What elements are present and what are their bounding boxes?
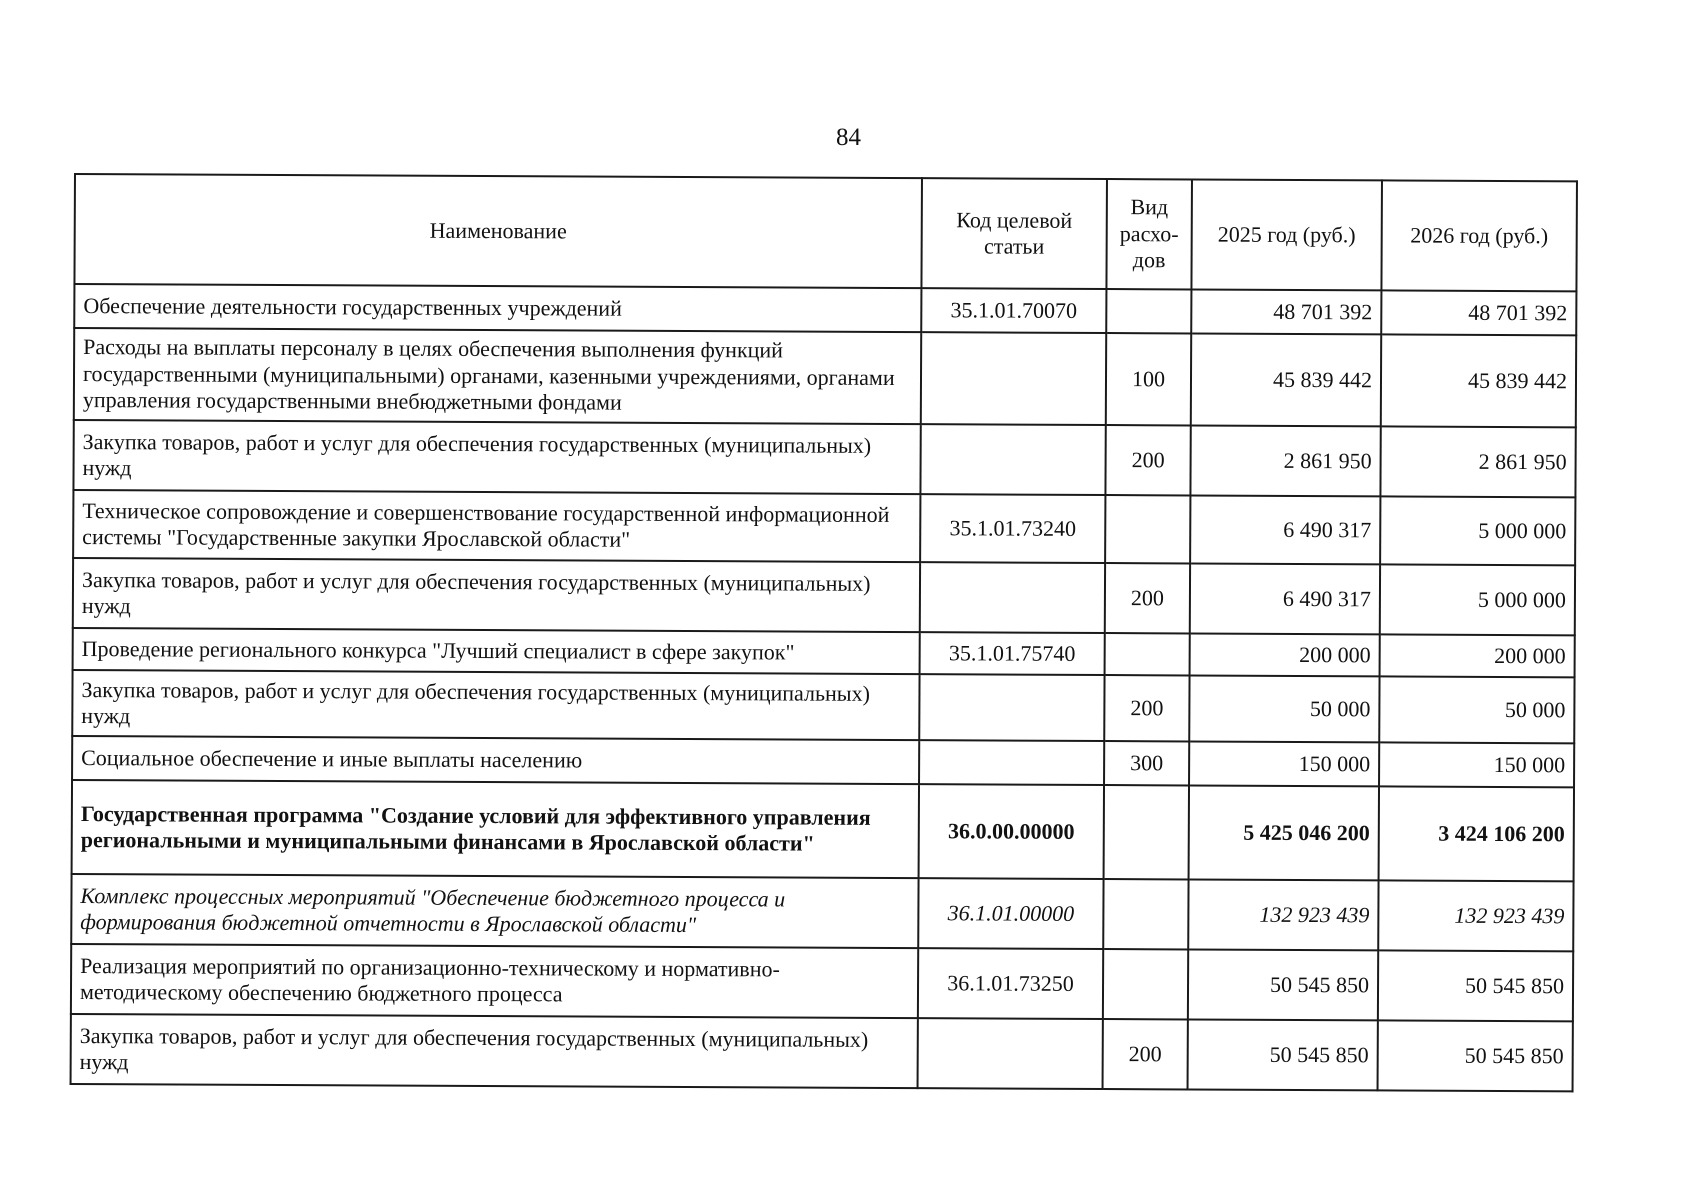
header-2025: 2025 год (руб.) <box>1191 179 1382 290</box>
table-row <box>73 558 1575 635</box>
cell-code <box>918 1018 1103 1089</box>
header-2026: 2026 год (руб.) <box>1381 180 1577 291</box>
cell-2025: 50 545 850 <box>1188 1019 1378 1090</box>
page-number: 84 <box>836 124 861 151</box>
cell-2026: 2 861 950 <box>1380 426 1575 497</box>
cell-2025: 200 000 <box>1190 633 1380 676</box>
cell-vid <box>1105 495 1190 563</box>
cell-name: Обеспечение деятельности государственных учреждений <box>74 284 921 332</box>
cell-2026: 50 545 850 <box>1378 950 1573 1021</box>
cell-2025: 45 839 442 <box>1191 333 1381 426</box>
cell-code: 36.0.00.00000 <box>919 784 1104 879</box>
cell-vid: 200 <box>1105 425 1190 495</box>
cell-2026: 45 839 442 <box>1381 334 1576 427</box>
table-row <box>72 780 1574 881</box>
table-row <box>71 944 1573 1021</box>
cell-name: Закупка товаров, работ и услуг для обеспечения государственных (муниципальных) нужд <box>73 420 920 494</box>
cell-vid <box>1105 633 1190 675</box>
table-row <box>73 420 1575 497</box>
header-code: Код целевой статьи <box>921 178 1107 289</box>
cell-name: Закупка товаров, работ и услуг для обеспечения государственных (муниципальных) нужд <box>72 670 919 740</box>
header-vid: Вид расхо-дов <box>1106 179 1192 289</box>
cell-vid <box>1104 785 1189 879</box>
cell-2025: 6 490 317 <box>1190 495 1380 564</box>
cell-2026: 5 000 000 <box>1380 564 1575 635</box>
header-name: Наименование <box>74 174 922 288</box>
cell-code: 35.1.01.75740 <box>920 632 1105 675</box>
cell-2026: 200 000 <box>1380 634 1575 677</box>
cell-vid <box>1103 949 1188 1019</box>
cell-2026: 3 424 106 200 <box>1379 786 1574 881</box>
cell-vid: 200 <box>1105 563 1190 633</box>
cell-name: Реализация мероприятий по организационно-техническому и нормативно-методическому обеспечению бюджетного процесса <box>71 944 918 1018</box>
budget-table <box>70 173 1578 1092</box>
cell-2026: 50 545 850 <box>1378 1020 1573 1091</box>
cell-2025: 6 490 317 <box>1190 563 1380 634</box>
cell-vid: 300 <box>1104 741 1189 785</box>
table-row <box>72 736 1574 787</box>
cell-code: 35.1.01.73240 <box>920 494 1105 563</box>
table-row <box>73 628 1575 677</box>
cell-2025: 150 000 <box>1189 741 1379 786</box>
cell-2025: 48 701 392 <box>1191 289 1381 334</box>
cell-vid <box>1106 289 1191 333</box>
cell-vid: 200 <box>1104 675 1189 741</box>
cell-2025: 50 000 <box>1189 675 1379 742</box>
cell-code <box>921 332 1106 425</box>
cell-vid: 100 <box>1106 333 1191 425</box>
cell-2025: 50 545 850 <box>1188 949 1378 1020</box>
cell-name: Расходы на выплаты персоналу в целях обеспечения выполнения функций государственными (муниципальными) органами, казенными учреждениями, органами управления государственными внебюджетными фондами <box>74 328 921 424</box>
cell-code: 35.1.01.70070 <box>921 288 1106 333</box>
table-row <box>72 670 1574 743</box>
table-row <box>71 1014 1573 1091</box>
cell-name: Государственная программа "Создание условий для эффективного управления региональными и муниципальными финансами в Ярославской области" <box>72 780 919 878</box>
budget-table-wrapper <box>70 173 1576 1092</box>
cell-2025: 5 425 046 200 <box>1189 785 1379 880</box>
cell-code <box>919 740 1104 785</box>
cell-2026: 50 000 <box>1379 676 1574 743</box>
cell-name: Закупка товаров, работ и услуг для обеспечения государственных (муниципальных) нужд <box>73 558 920 632</box>
cell-code <box>920 424 1105 495</box>
table-row <box>74 284 1576 335</box>
cell-name: Закупка товаров, работ и услуг для обеспечения государственных (муниципальных) нужд <box>71 1014 918 1088</box>
cell-code: 36.1.01.73250 <box>918 948 1103 1019</box>
table-body <box>71 284 1577 1091</box>
cell-2025: 132 923 439 <box>1188 879 1378 950</box>
table-row <box>71 874 1573 951</box>
cell-2026: 132 923 439 <box>1378 880 1573 951</box>
cell-code <box>919 674 1104 741</box>
cell-code: 36.1.01.00000 <box>918 878 1103 949</box>
cell-name: Техническое сопровождение и совершенствование государственной информационной системы "Государственные закупки Ярославской области" <box>73 490 920 562</box>
cell-2026: 48 701 392 <box>1381 290 1576 335</box>
cell-vid: 200 <box>1103 1019 1188 1089</box>
table-header-row <box>74 174 1577 291</box>
cell-2025: 2 861 950 <box>1190 425 1380 496</box>
table-row <box>73 490 1575 565</box>
cell-2026: 5 000 000 <box>1380 496 1575 565</box>
cell-name: Проведение регионального конкурса "Лучший специалист в сфере закупок" <box>73 628 920 674</box>
table-row <box>74 328 1576 427</box>
cell-code <box>920 562 1105 633</box>
cell-name: Социальное обеспечение и иные выплаты населению <box>72 736 919 784</box>
cell-name: Комплекс процессных мероприятий "Обеспечение бюджетного процесса и формирования бюджетной отчетности в Ярославской области" <box>71 874 918 948</box>
cell-2026: 150 000 <box>1379 742 1574 787</box>
cell-vid <box>1103 879 1188 949</box>
